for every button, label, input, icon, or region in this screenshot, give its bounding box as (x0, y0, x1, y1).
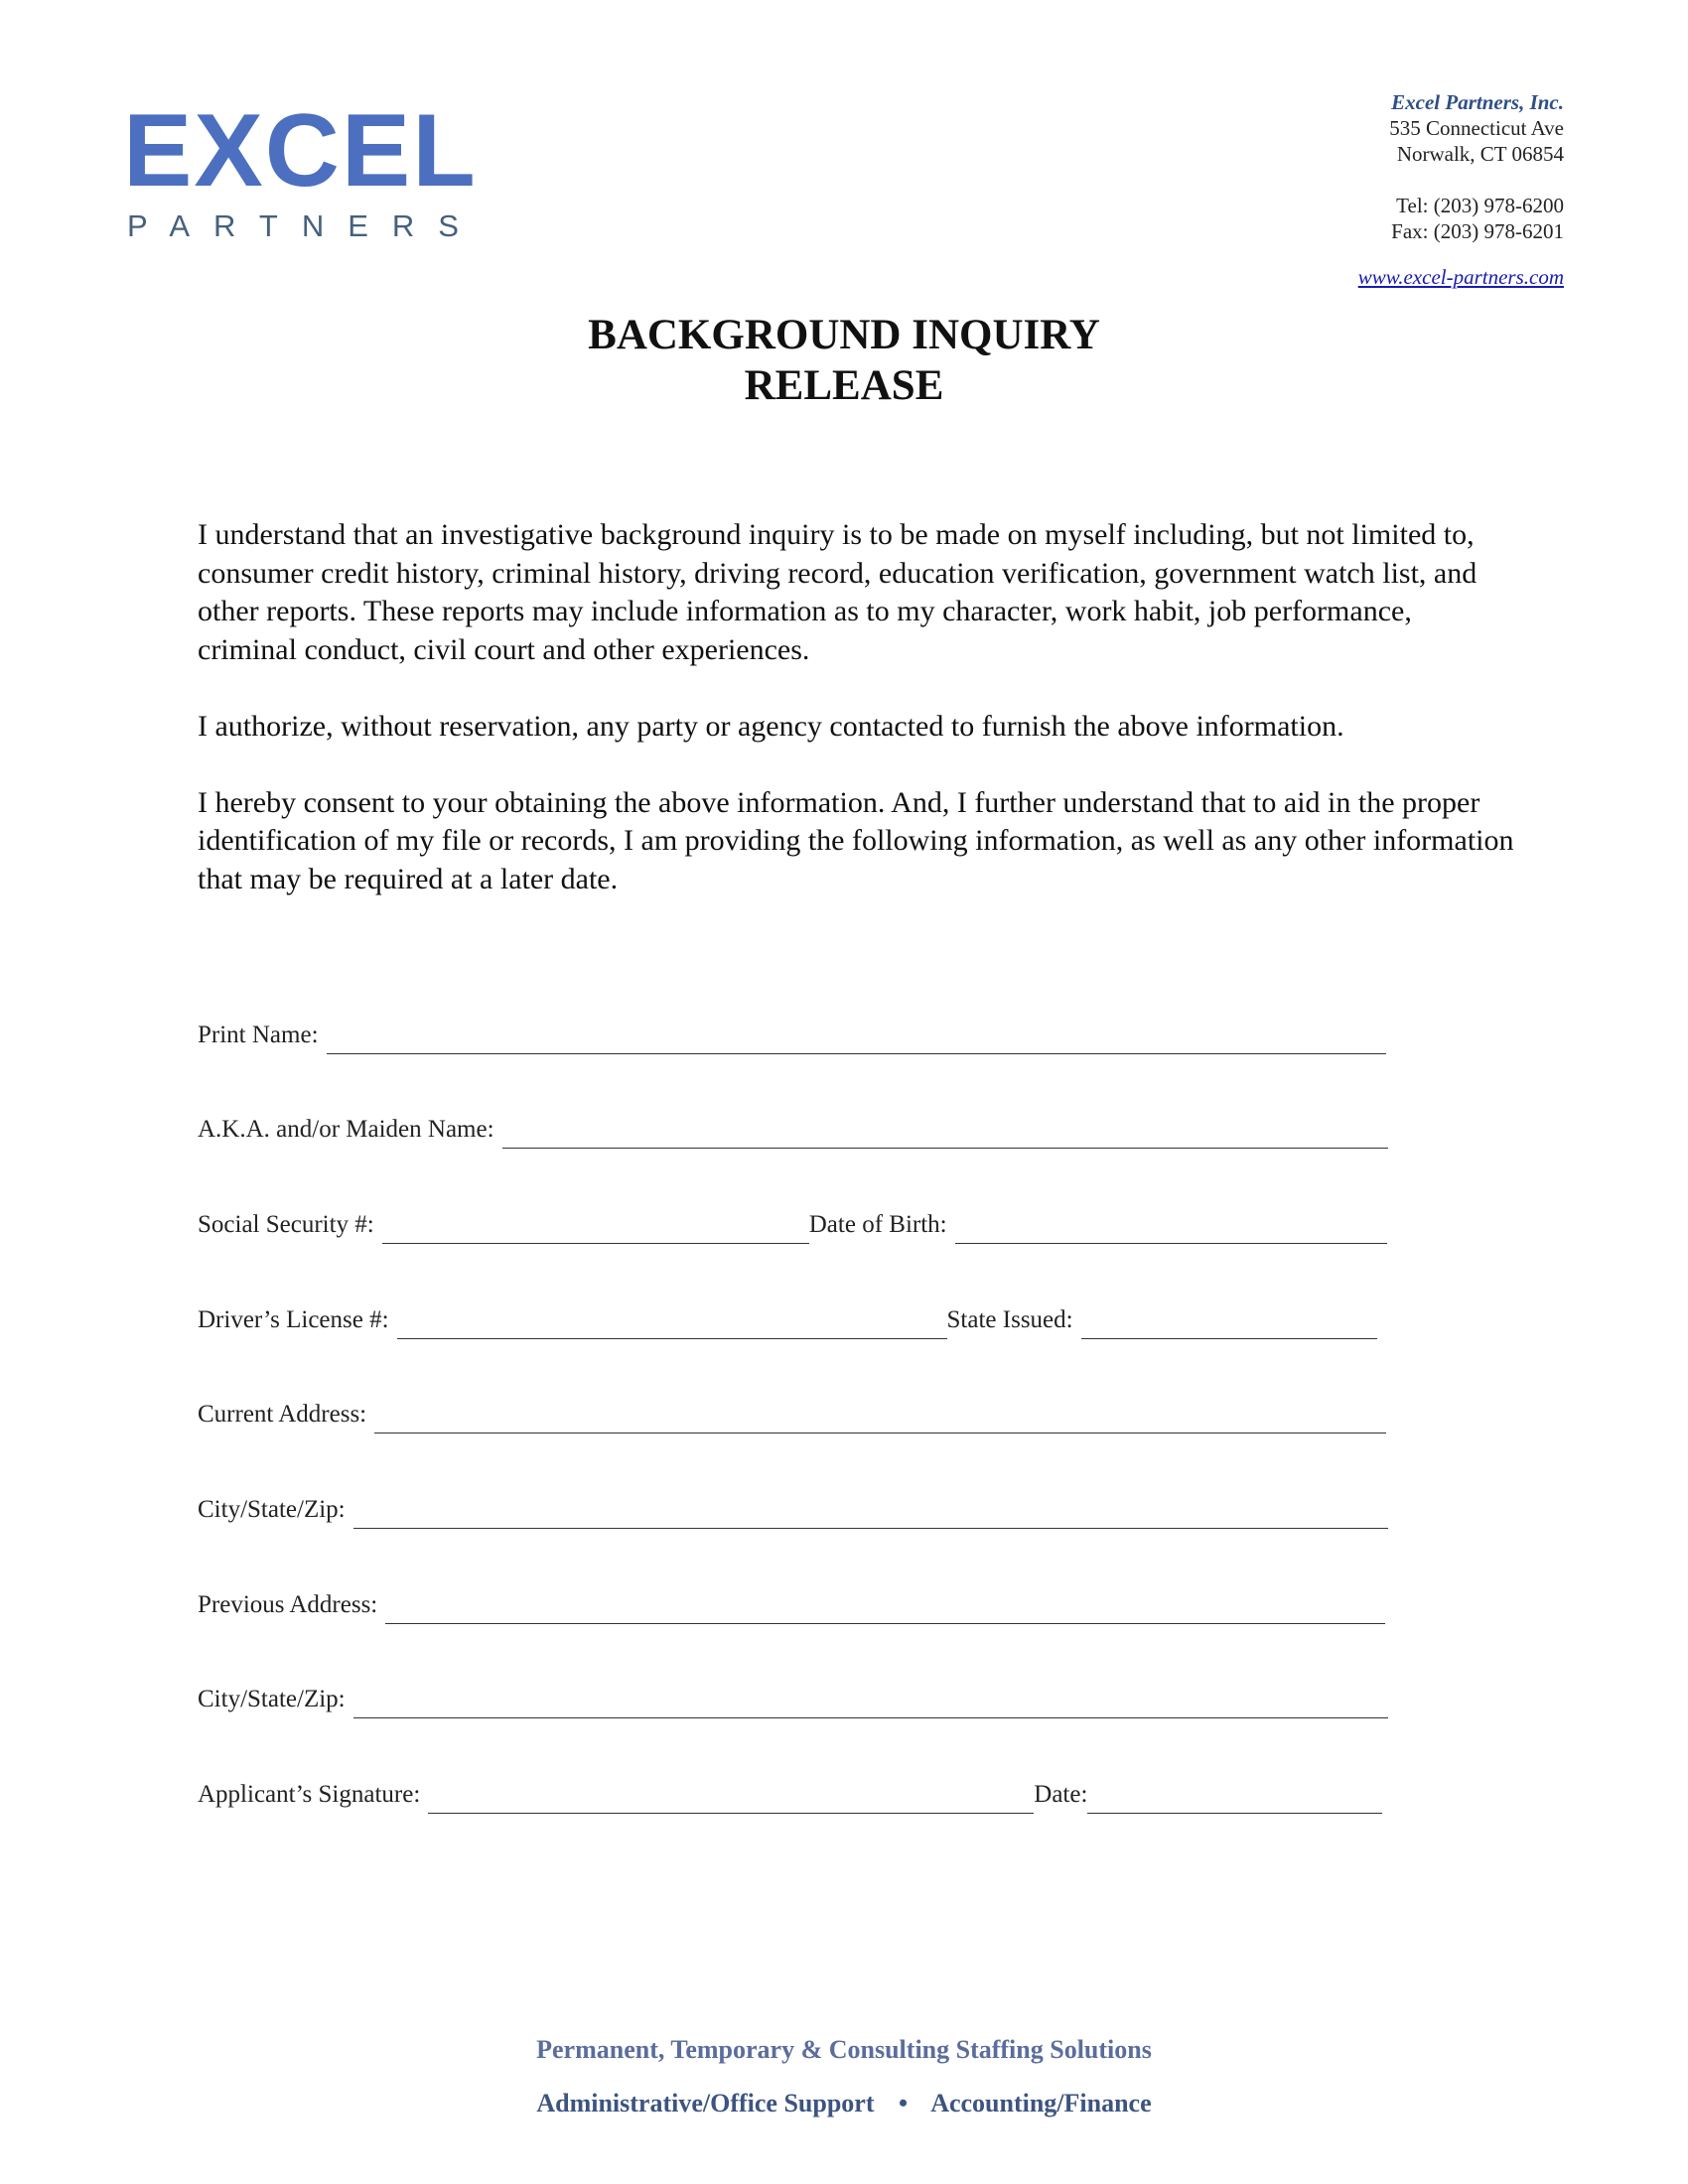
city-state-zip-row (198, 1489, 1388, 1529)
ssn-label: Social Security #: (198, 1211, 374, 1238)
footer-tagline: Permanent, Temporary & Consulting Staffing Solutions (536, 2035, 1152, 2064)
company-contact-block (1358, 89, 1564, 290)
license-label: Driver’s License #: (198, 1306, 389, 1333)
previous-address-field[interactable] (385, 1589, 1385, 1624)
company-fax: Fax: (203) 978-6201 (1391, 219, 1564, 243)
previous-city-state-zip-label: City/State/Zip: (198, 1686, 346, 1712)
previous-address-label: Previous Address: (198, 1591, 378, 1618)
company-name: Excel Partners, Inc. (1391, 90, 1564, 114)
ssn-dob-row (198, 1204, 1387, 1244)
previous-city-state-zip-field[interactable] (353, 1684, 1388, 1718)
company-street: 535 Connecticut Ave (1389, 116, 1564, 140)
city-state-zip-field[interactable] (353, 1494, 1388, 1529)
dob-field[interactable] (955, 1209, 1387, 1244)
paragraph-understanding: I understand that an investigative background inquiry is to be made on myself including, but not limited to, consumer credit history, criminal history, driving record, education verification, government watch list, and other reports. These reports may include information as to my character, work habit, job performance, criminal conduct, civil court and other experiences. (198, 518, 1477, 666)
aka-row (198, 1109, 1388, 1149)
previous-address-row (198, 1584, 1385, 1624)
state-issued-field[interactable] (1081, 1304, 1377, 1339)
date-label: Date: (1034, 1781, 1088, 1808)
logo-wordmark: EXCEL (123, 93, 478, 208)
release-body (198, 516, 1518, 937)
dob-label: Date of Birth: (808, 1211, 947, 1238)
logo-subtitle: PARTNERS (127, 208, 483, 243)
print-name-field[interactable] (327, 1020, 1386, 1054)
city-state-zip-label: City/State/Zip: (198, 1496, 346, 1523)
state-issued-label: State Issued: (946, 1306, 1073, 1333)
previous-city-state-zip-row (198, 1679, 1388, 1718)
aka-label: A.K.A. and/or Maiden Name: (198, 1116, 494, 1143)
current-address-row (198, 1394, 1386, 1433)
footer-service-accounting: Accounting/Finance (930, 2089, 1152, 2117)
signature-row (198, 1774, 1382, 1814)
license-field[interactable] (397, 1304, 947, 1339)
aka-field[interactable] (502, 1114, 1388, 1149)
bullet-icon: • (899, 2089, 909, 2117)
current-address-label: Current Address: (198, 1401, 367, 1428)
company-city: Norwalk, CT 06854 (1396, 142, 1564, 166)
print-name-label: Print Name: (198, 1022, 319, 1048)
paragraph-consent: I hereby consent to your obtaining the above information. And, I further understand that to aid in the proper identification of my file or records, I am providing the following information, as well as any other information that may be required at a later date. (198, 785, 1514, 895)
title-line-1: BACKGROUND INQUIRY (588, 312, 1100, 358)
document-title (0, 310, 1688, 411)
print-name-row (198, 1015, 1386, 1054)
company-website-link[interactable]: www.excel-partners.com (1357, 265, 1564, 289)
date-field[interactable] (1087, 1779, 1382, 1814)
paragraph-authorization: I authorize, without reservation, any party or agency contacted to furnish the above information. (198, 709, 1344, 743)
signature-label: Applicant’s Signature: (198, 1781, 421, 1808)
signature-field[interactable] (428, 1779, 1034, 1814)
license-row (198, 1299, 1377, 1339)
company-tel: Tel: (203) 978-6200 (1396, 194, 1564, 217)
footer-service-admin: Administrative/Office Support (536, 2089, 875, 2117)
excel-partners-logo (123, 93, 483, 252)
footer-services (0, 2089, 1688, 2118)
ssn-field[interactable] (382, 1209, 809, 1244)
current-address-field[interactable] (374, 1399, 1386, 1433)
title-line-2: RELEASE (744, 362, 944, 409)
